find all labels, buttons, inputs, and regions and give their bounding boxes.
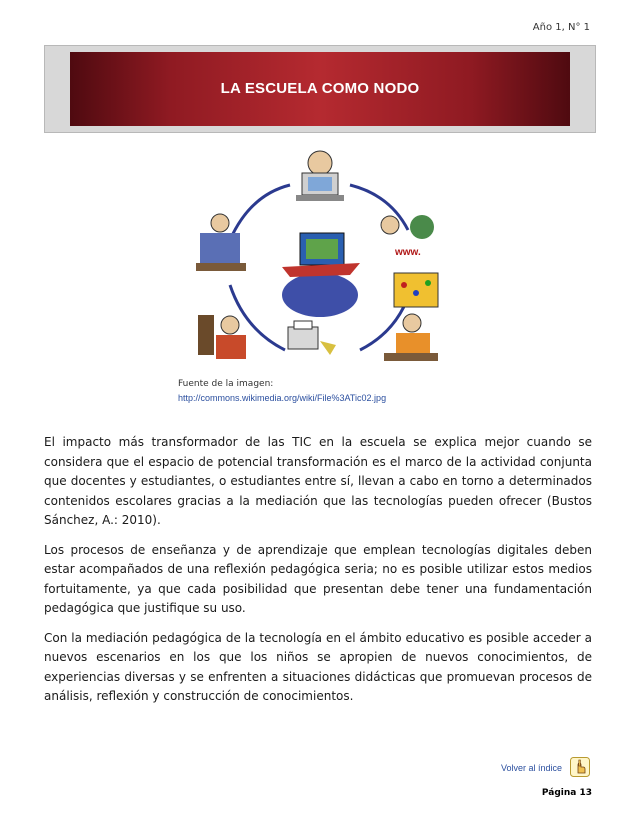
- page-title: LA ESCUELA COMO NODO: [220, 80, 420, 97]
- back-to-index-link[interactable]: Volver al índice: [500, 763, 562, 773]
- printer-icon: [288, 321, 336, 355]
- tic-network-illustration: [190, 145, 450, 375]
- hand-pointer-icon[interactable]: [570, 757, 590, 777]
- caption-label: Fuente de la imagen:: [178, 379, 274, 389]
- paragraph: Los procesos de enseñanza y de aprendizaje que emplean tecnologías digitales deben estar acompañados de una reflexión pedagógica seria; no es posible utilizar estos medios fortuitamente, ya que cada posibilidad que presentan debe tener una fundamentación pedagógica que justifique su uso.: [44, 542, 592, 615]
- title-banner: [44, 45, 596, 133]
- svg-text:www.: www.: [395, 247, 421, 258]
- teacher-computer-icon: [296, 151, 344, 201]
- children-icon: [198, 315, 246, 359]
- page-number: Página 13: [541, 788, 592, 798]
- figure-caption: [178, 377, 386, 405]
- issue-label: Año 1, N° 1: [532, 22, 590, 33]
- student-laptop-icon: [384, 314, 438, 361]
- banner-panel: [70, 52, 570, 126]
- board-icon: [394, 273, 438, 307]
- caption-source-link[interactable]: http://commons.wikimedia.org/wiki/File%3ATic02.jpg: [178, 393, 387, 403]
- article-body: [44, 433, 592, 717]
- paragraph: El impacto más transformador de las TIC en la escuela se explica mejor cuando se considera que el espacio de potencial transformación es el marco de la actividad conjunta que docentes y estudiantes, o estudiantes entre sí, llevan a cabo en torno a determinados contenidos escolares gracias a la mediación que las tecnologías pueden ofrecer (Bustos Sánchez, A.: 2010).: [44, 435, 592, 527]
- paragraph: Con la mediación pedagógica de la tecnología en el ámbito educativo es posible acceder a nuevos escenarios en los que los niños se apropien de nuevos conocimientos, de experiencias diversas y se enfrenten a situaciones didácticas que promuevan procesos de análisis, reflexión y construcción de conocimientos.: [44, 630, 592, 703]
- www-icon: [381, 215, 434, 258]
- center-computer-icon: [282, 233, 360, 317]
